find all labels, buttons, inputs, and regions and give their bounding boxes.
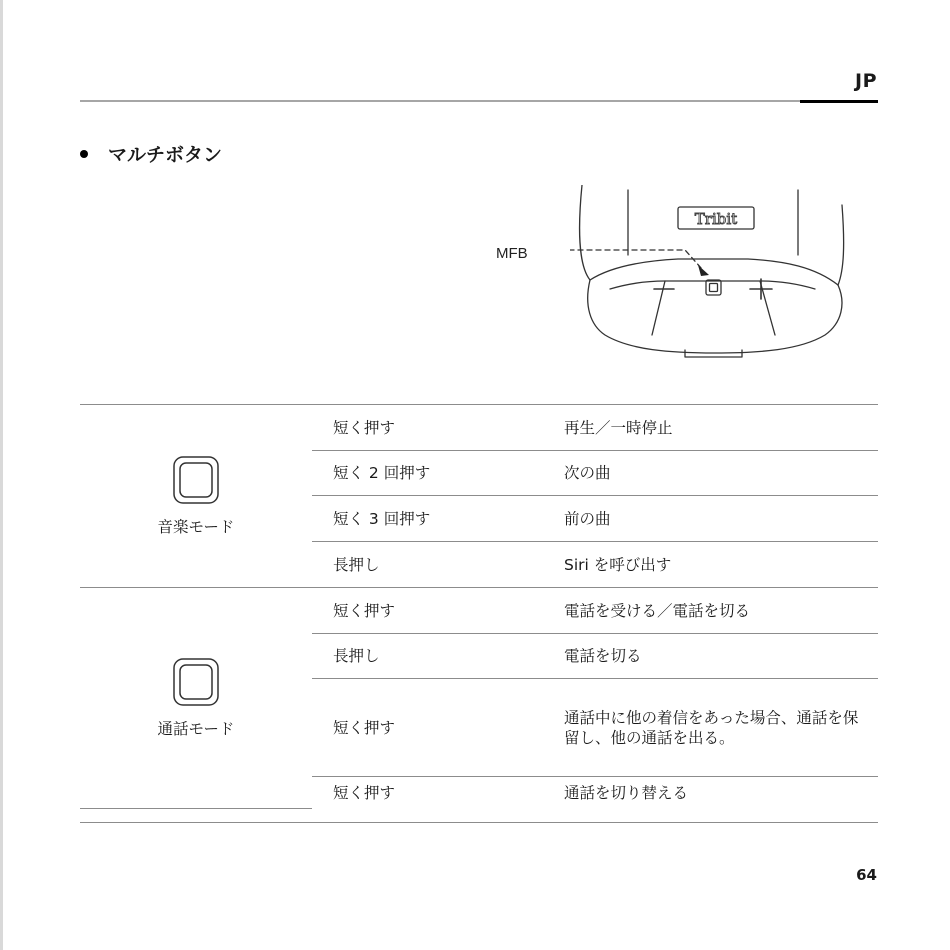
button-panel-bottom — [610, 281, 815, 289]
function-table — [80, 404, 878, 809]
page-edge — [0, 0, 3, 950]
result-cell: 通話中に他の着信をあった場合、通話を保留し、他の通話を出る。 — [543, 679, 878, 777]
brand-logo: Tribit — [694, 210, 738, 228]
result-cell: 次の曲 — [543, 451, 878, 496]
table-row — [80, 405, 878, 451]
action-cell: 短く 2 回押す — [312, 451, 543, 496]
mode-label-music: 音楽モード — [157, 518, 235, 536]
mfb-button-icon — [172, 657, 220, 707]
header-rule — [80, 100, 800, 102]
section-heading — [80, 140, 222, 167]
action-cell: 長押し — [312, 634, 543, 679]
result-cell: 前の曲 — [543, 496, 878, 542]
mode-label-call: 通話モード — [157, 720, 235, 739]
action-cell: 短く押す — [312, 588, 543, 634]
result-cell: 通話を切り替える — [564, 783, 689, 802]
section-title: マルチボタン — [108, 144, 223, 166]
mode-cell-call — [80, 588, 312, 809]
speaker-diagram — [570, 185, 860, 365]
mfb-square-icon — [706, 280, 721, 295]
table-bottom-rule — [80, 822, 878, 823]
result-cell: Siri を呼び出す — [564, 555, 672, 574]
language-label: JP — [855, 70, 877, 92]
header-rule-accent — [800, 100, 878, 103]
mode-group-rule — [80, 808, 312, 809]
mfb-callout-arrowhead — [698, 265, 709, 276]
mode-cell-music — [80, 405, 312, 588]
action-cell: 短く押す — [312, 679, 543, 777]
bullet-icon — [80, 150, 88, 158]
button-function-table — [80, 404, 878, 809]
device-outline-right — [838, 205, 844, 285]
action-cell: 長押し — [333, 555, 380, 574]
result-cell: 再生／一時停止 — [543, 405, 878, 451]
action-cell: 短く押す — [312, 405, 543, 451]
table-row — [80, 588, 878, 634]
mfb-callout-label: MFB — [496, 245, 528, 262]
result-cell: 電話を受ける／電話を切る — [543, 588, 878, 634]
action-cell: 短く 3 回押す — [312, 496, 543, 542]
page-number: 64 — [856, 866, 877, 884]
mfb-square-inner — [710, 284, 718, 292]
action-cell: 短く押す — [333, 783, 396, 802]
result-cell: 電話を切る — [543, 634, 878, 679]
mfb-button-icon — [172, 455, 220, 505]
device-outline-left — [580, 185, 590, 280]
